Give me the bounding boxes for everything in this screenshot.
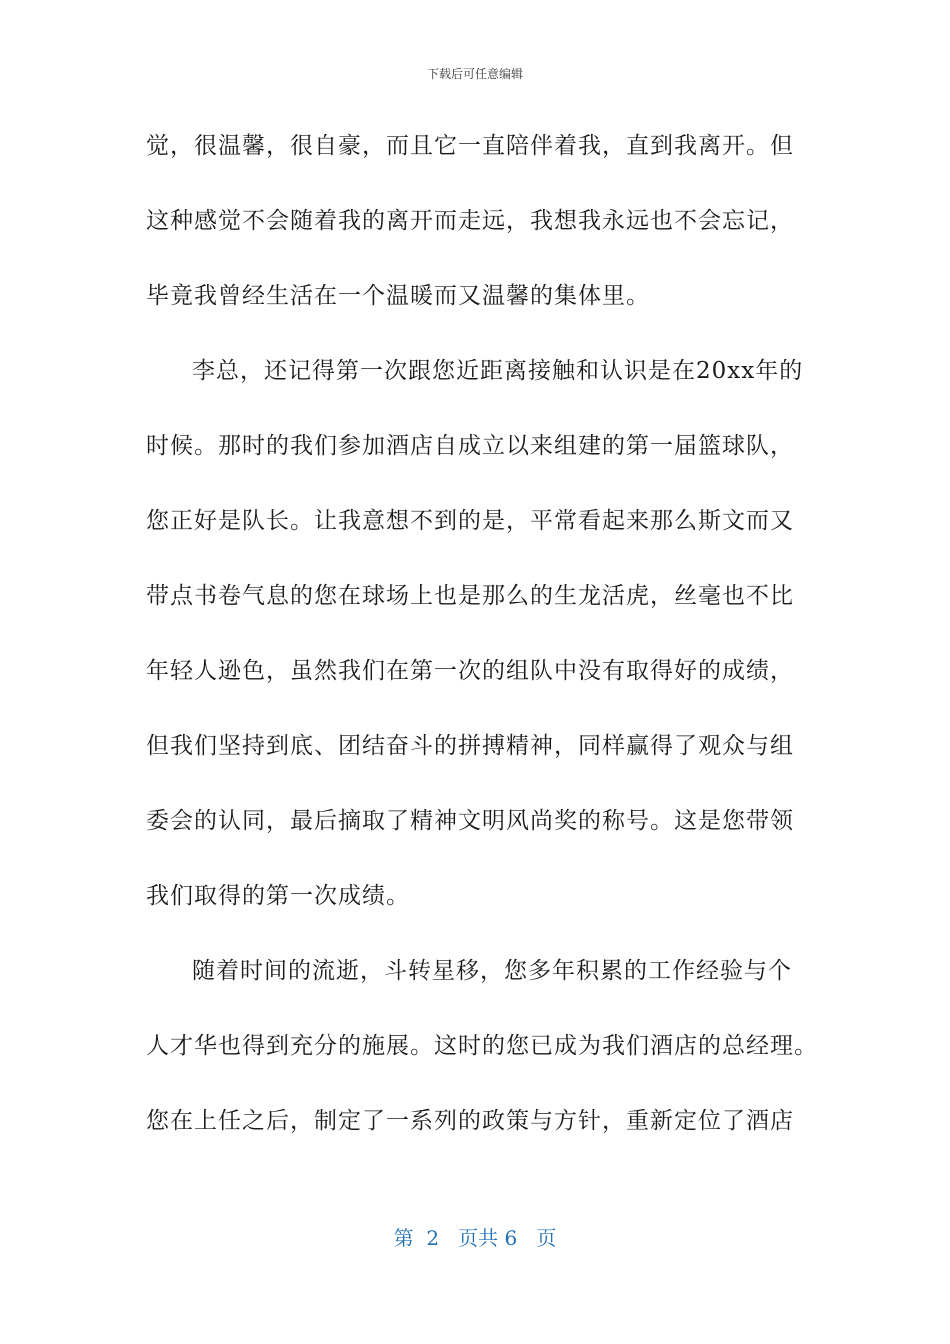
- body-line: 年轻人逊色，虽然我们在第一次的组队中没有取得好的成绩，: [146, 658, 794, 684]
- paragraph-start-line: 李总，还记得第一次跟您近距离接触和认识是在20xx年的: [192, 358, 804, 384]
- page-header: 下载后可任意编辑: [426, 67, 523, 81]
- body-line: 人才华也得到充分的施展。这时的您已成为我们酒店的总经理。: [146, 1033, 818, 1059]
- body-line: 毕竟我曾经生活在一个温暖而又温馨的集体里。: [146, 283, 650, 309]
- body-line: 但我们坚持到底、团结奋斗的拼搏精神，同样赢得了观众与组: [146, 733, 794, 759]
- body-line: 时候。那时的我们参加酒店自成立以来组建的第一届篮球队，: [146, 433, 794, 459]
- body-line: 这种感觉不会随着我的离开而走远，我想我永远也不会忘记，: [146, 208, 794, 234]
- body-line: 您正好是队长。让我意想不到的是，平常看起来那么斯文而又: [146, 508, 794, 534]
- body-line: 我们取得的第一次成绩。: [146, 883, 410, 909]
- body-line: 带点书卷气息的您在球场上也是那么的生龙活虎，丝毫也不比: [146, 583, 794, 609]
- body-line: 您在上任之后，制定了一系列的政策与方针，重新定位了酒店: [146, 1108, 794, 1134]
- document-body: [146, 120, 826, 1170]
- body-line: 委会的认同，最后摘取了精神文明风尚奖的称号。这是您带领: [146, 808, 794, 834]
- paragraph-start-line: 随着时间的流逝，斗转星移，您多年积累的工作经验与个: [192, 958, 792, 984]
- page-number-footer: 第 2 页共 6 页: [393, 1226, 557, 1250]
- body-line: 觉，很温馨，很自豪，而且它一直陪伴着我，直到我离开。但: [146, 133, 794, 159]
